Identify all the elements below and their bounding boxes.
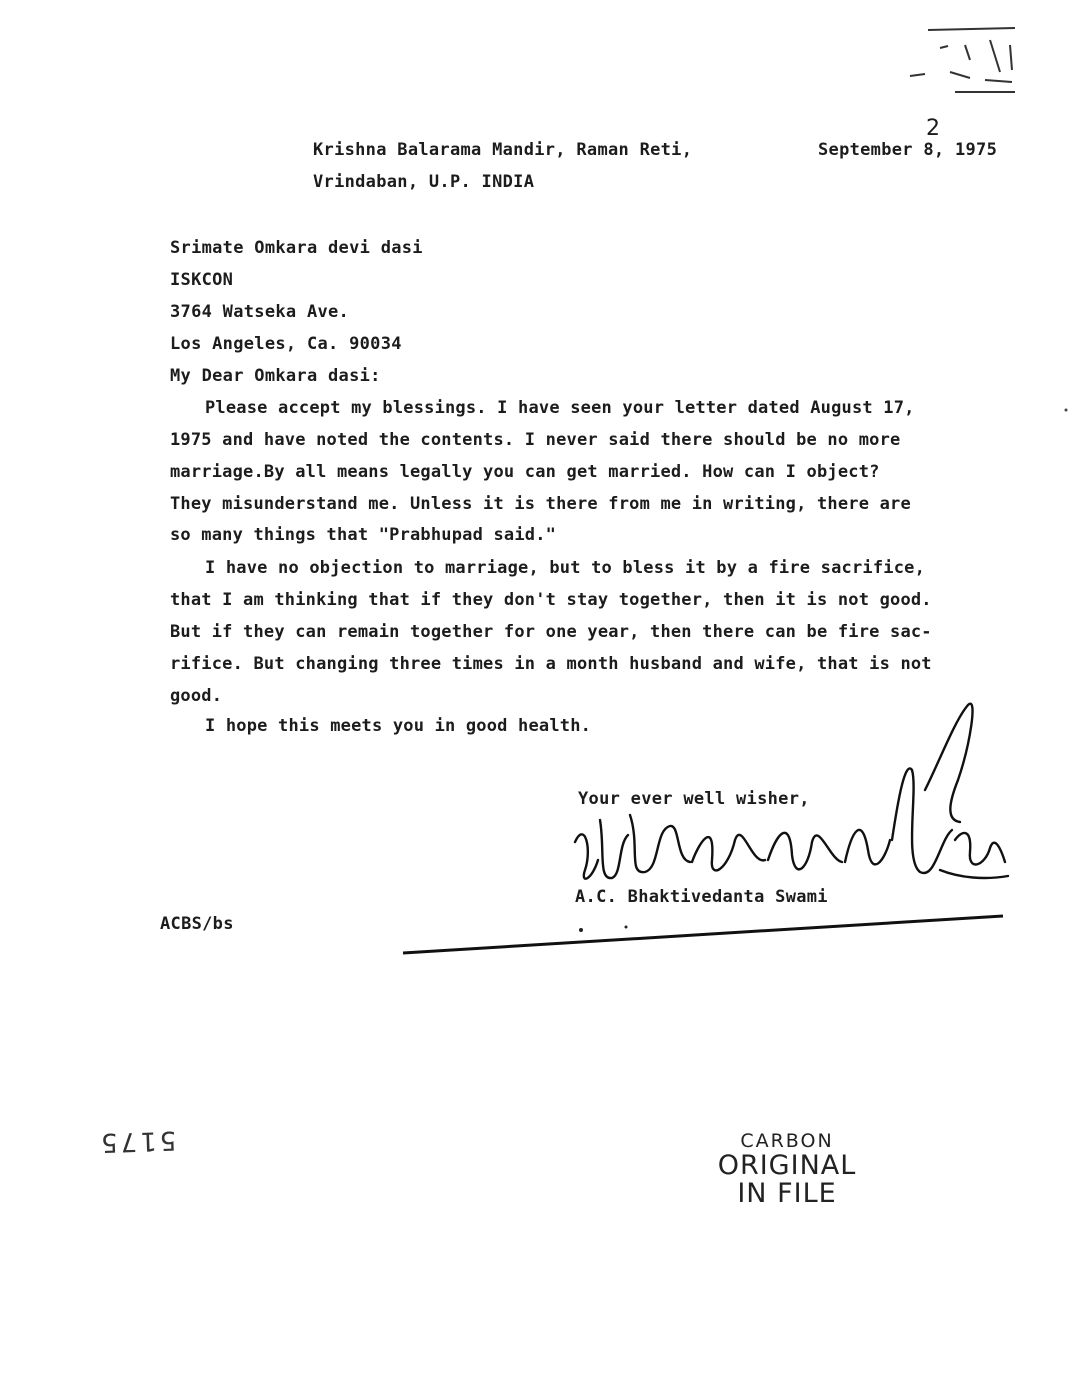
date-handwritten-correction: 2 — [926, 116, 941, 141]
handwritten-signature — [575, 704, 1008, 879]
sender-address-line1: Krishna Balarama Mandir, Raman Reti, — [313, 140, 693, 160]
p2-line: good. — [170, 686, 223, 706]
typist-initials: ACBS/bs — [160, 914, 234, 934]
date-typed-day: 8 — [923, 140, 934, 160]
p1-line: Please accept my blessings. I have seen your letter dated August 17, — [205, 398, 915, 418]
stamp-line3: IN FILE — [737, 1178, 837, 1210]
salutation: My Dear Omkara dasi: — [170, 366, 381, 386]
typed-signature-name: A.C. Bhaktivedanta Swami — [575, 887, 828, 907]
sender-address-line2: Vrindaban, U.P. INDIA — [313, 172, 535, 192]
p2-line: rifice. But changing three times in a month husband and wife, that is not — [170, 654, 932, 674]
recipient-street: 3764 Watseka Ave. — [170, 302, 350, 322]
date-suffix: , 1975 — [933, 140, 998, 160]
p3-line: I hope this meets you in good health. — [205, 716, 592, 736]
p1-line: marriage.By all means legally you can get married. How can I object? — [170, 462, 880, 482]
stamp-line1: CARBON — [740, 1130, 834, 1152]
p1-line: 1975 and have noted the contents. I never said there should be no more — [170, 430, 901, 450]
recipient-org: ISKCON — [170, 270, 234, 290]
p1-line: They misunderstand me. Unless it is there from me in writing, there are — [170, 494, 911, 514]
stray-dot — [625, 926, 628, 929]
recipient-city: Los Angeles, Ca. 90034 — [170, 334, 402, 354]
stray-dot — [579, 928, 583, 932]
p2-line: that I am thinking that if they don't stay together, then it is not good. — [170, 590, 932, 610]
p2-line: I have no objection to marriage, but to bless it by a fire sacrifice, — [205, 558, 926, 578]
valediction: Your ever well wisher, — [578, 789, 810, 809]
stray-dot — [1065, 409, 1068, 412]
p1-line: so many things that "Prabhupad said." — [170, 525, 557, 545]
corner-marks — [910, 28, 1015, 92]
date-prefix: September — [818, 140, 924, 160]
file-mark: 5175 — [97, 1124, 177, 1158]
signature-rule-line — [403, 916, 1003, 953]
p2-line: But if they can remain together for one year, then there can be fire sac- — [170, 622, 932, 642]
stamp-line2: ORIGINAL — [717, 1149, 857, 1181]
recipient-name: Srimate Omkara devi dasi — [170, 238, 423, 258]
